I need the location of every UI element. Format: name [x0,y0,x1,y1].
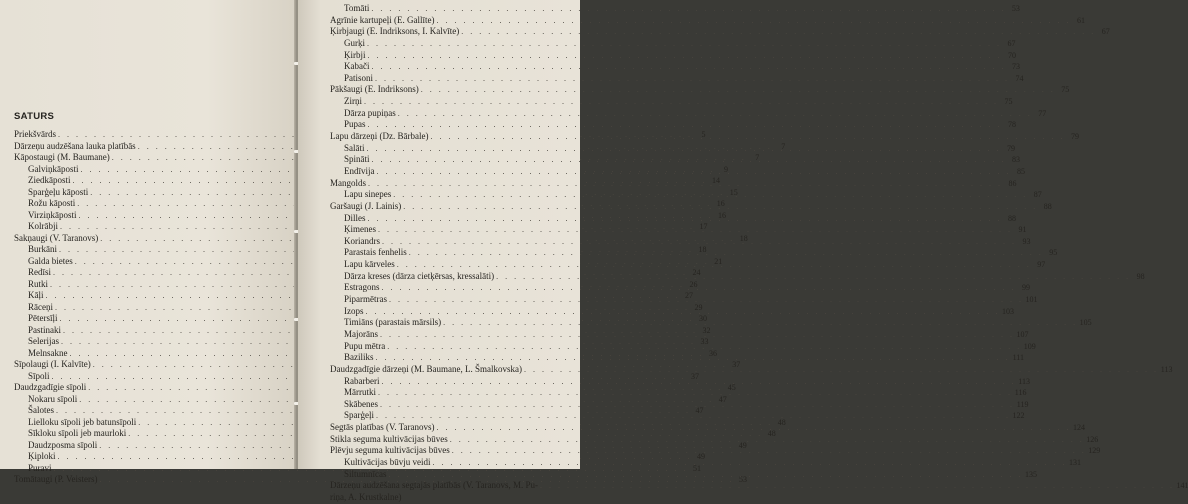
toc-page-number: 77 [1038,108,1047,118]
toc-page-number: 47 [718,394,727,404]
toc-entry-title: Dilles [344,212,366,223]
toc-subentry [330,142,1015,155]
toc-entry-title: Sīkloku sīpoli jeb maurloki [28,428,127,439]
toc-entry-title: Ķirbjaugi (E. Indriksons, I. Kalvīte) [330,26,460,37]
toc-entry-title: Ķirbji [344,49,366,60]
toc-page-number: 103 [1002,306,1014,316]
toc-page-number: 21 [714,256,723,266]
toc-entry-title: Parastais fenhelis [344,247,407,258]
toc-page-number: 27 [685,291,693,301]
dot-leader [409,247,1044,259]
toc-entry-title: Piparmētras [344,294,387,305]
toc-entry-title: Koriandrs [344,235,380,246]
toc-page-number: 24 [692,268,701,278]
toc-entry-title: Agrīnie kartupeļi (E. Gallīte) [330,14,435,25]
dot-leader [377,166,1012,178]
toc-page-number: 14 [712,176,720,186]
dot-leader [378,224,1013,236]
toc-entry-title: Spināti [344,154,370,165]
toc-entry-title: Rabarberi [344,375,380,386]
toc-entry-title: Pākšaugi (E. Indriksons) [330,84,419,95]
toc-entry-title: Dārza kreses (dārza cietķērsas, kressalāti) [344,270,495,281]
dot-leader [421,84,1056,96]
dot-leader [389,294,1024,306]
toc-entry-title: Kultivācijas būvju veidi [344,456,431,467]
toc-page-number: 98 [1136,271,1145,281]
toc-page-number: 129 [1088,446,1101,456]
toc-entry-title: Pastinaki [28,324,61,335]
toc-entry-title: Puravi [28,462,52,473]
toc-entry-title: Sakņaugi (V. Taranovs) [14,232,99,243]
toc-entry-title: Salāti [344,142,365,153]
toc-entry-title: Timiāns (parastais mārsils) [344,317,442,328]
toc-page-number: 16 [717,210,726,220]
toc-entry-title: Selerijas [28,336,59,347]
toc-entry-title: Sparģeļu kāposti [28,186,89,197]
toc-entry-title: Gurķi [344,37,365,48]
dot-leader [368,119,1003,131]
toc-entry-title: Baziliks [344,352,374,363]
toc-entry-title: Kabači [344,61,370,72]
toc-page-number: 124 [1073,423,1086,433]
toc-page-number: 95 [1049,248,1058,258]
toc-entry-title: Dārzeņu audzēšana segtajās platībās (V. Taranovs, M. Pu- [330,480,538,491]
toc-entry-title: Priekšvārds [14,129,56,139]
toc-page-number: 48 [767,429,776,439]
toc-page-number: 107 [1016,329,1029,339]
toc-page-number: 17 [699,222,708,232]
dot-leader [398,108,1033,120]
toc-subentry [330,96,1013,108]
toc-entry-title: Ķiploki [28,451,56,462]
dot-leader [382,282,1017,294]
toc-page-number: 86 [1008,178,1017,188]
toc-page-number: 79 [1007,143,1015,153]
toc-entry-title: Estragons [344,282,380,293]
dot-leader [376,410,1011,422]
toc-entry-title: Rožu kāposti [28,198,76,209]
toc-entry-title: Izops [344,305,364,316]
toc-page-number: 37 [732,360,741,370]
dot-leader [378,387,1013,399]
toc-page-number: 73 [1011,62,1020,72]
toc-entry-title: Daudzgadīgie sīpoli [14,382,87,393]
dot-leader [403,201,1038,213]
dot-leader [436,15,1071,27]
toc-page-number: 36 [709,348,717,358]
toc-page-number: 113 [1160,364,1173,374]
toc-page-number: 51 [693,463,701,473]
toc-subentry [330,119,1017,131]
toc-page-number: 116 [1014,388,1027,398]
toc-page-number: 37 [691,371,700,381]
toc-entry-title: Plēvju seguma kultivācijas būves [330,445,450,456]
toc-page-number: 109 [1023,341,1036,351]
toc-entry-title: Endīvija [344,165,375,176]
toc-entry-title: Sparģeļi [344,410,374,421]
toc-page-number: 61 [1076,15,1085,25]
toc-entry-title: Daudzgadīgie dārzeņi (M. Baumane, L. Šmalkovska) [330,363,522,374]
toc-page-number: 18 [739,233,748,243]
toc-entry-title: Mārrutki [344,387,376,398]
toc-page-number: 83 [1012,155,1021,165]
toc-page-number: 67 [1007,38,1016,48]
toc-page-number: 105 [1079,318,1092,328]
dot-leader [371,61,1006,73]
toc-subentry [330,3,1020,15]
toc-page-number: 53 [1011,4,1020,13]
toc-entry-title: Lapu kārveles [344,259,395,270]
toc-entry-title: Segtās platības (V. Taranovs) [330,422,435,433]
toc-subentry [330,49,1016,62]
dot-leader [393,189,1028,201]
toc-entry-title: Pupu mētra [344,340,386,351]
toc-entry-title: Garšaugi (J. Lainis) [330,200,402,211]
toc-entry-title: Kāpostaugi (M. Baumane) [14,152,110,163]
dot-leader [540,480,1175,492]
toc-entry-title: Tomāti [344,3,370,13]
toc-page-number: 30 [699,314,707,324]
toc-subentry [330,107,1047,120]
toc-entry-title: Ziedkāposti [28,175,71,186]
toc-entry-title: Majorāns [344,328,378,339]
toc-entry-title: Lapu sinepes [344,189,392,200]
toc-entry [330,131,1079,143]
toc-page-number: 135 [1025,469,1037,479]
toc-page-number: 97 [1037,260,1046,270]
toc-page-number: 122 [1012,411,1025,421]
dot-leader [380,329,1015,341]
toc-entry-title: Lielloku sīpoli jeb batunsīpoli [28,416,137,427]
toc-entry-title: Pētersīļi [28,313,58,324]
toc-entry [330,26,1110,38]
toc-page-number: 7 [755,153,760,163]
toc-page-number: 75 [1061,85,1070,95]
toc-entry-title: Melnsakne [28,347,68,358]
toc-page-number: 49 [697,452,706,462]
toc-page-number: 26 [689,279,698,289]
toc-page-number: 85 [1017,166,1025,176]
dot-leader [364,96,999,108]
toc-page-number: 45 [727,383,736,393]
toc-page-number: 48 [777,417,786,427]
toc-page-number: 111 [1012,353,1024,363]
dot-leader [380,399,1015,411]
toc-subentry [330,154,1021,166]
toc-entry [330,84,1070,96]
toc-page-number: 131 [1068,457,1081,467]
toc-entry-title: Redīsi [28,267,52,278]
dot-leader [443,317,1078,329]
toc-page-number: 47 [695,406,704,416]
toc-page-number: 5 [701,130,706,139]
toc-page-number: 141 [1176,481,1188,491]
toc-page-number: 70 [1008,50,1016,60]
toc-entry [330,14,1085,27]
toc-entry-title: Kolrābji [28,221,58,232]
toc-page-number: 16 [716,199,725,209]
toc-page-number: 75 [1004,97,1013,107]
toc-entry-title: Zirņi [344,96,362,107]
toc-entry-title: Galviņkāposti [28,163,79,174]
dot-leader [437,422,1072,434]
dot-leader [368,178,1003,190]
toc-entry-title: Sīpolaugi (I. Kalvīte) [14,359,91,370]
toc-page-number: 9 [724,164,728,174]
toc-page-number: 88 [1008,213,1016,223]
toc-entry-title: Patisoni [344,72,374,83]
toc-page-number: 79 [1070,132,1079,142]
toc-entry-title: Mangolds [330,177,366,188]
toc-entry-title: Kāļi [28,290,44,301]
dot-leader [524,364,1159,376]
toc-entry [330,492,572,504]
toc-page-number: 78 [1008,120,1017,130]
toc-entry-title: Burkāni [28,244,57,255]
dot-leader [450,434,1085,446]
toc-entry-title: Siltumnīcas [344,468,387,479]
dot-leader [496,271,1131,283]
toc-subentry [330,61,1020,73]
dot-leader [381,376,1016,388]
toc-entry-title: Sīpoli [28,370,50,381]
toc-page-number: 29 [694,302,703,312]
dot-leader [375,73,1010,85]
contents-heading: SATURS [14,111,55,122]
dot-leader [368,50,1003,62]
toc-entry-title: Virziņkāposti [28,209,77,220]
dot-leader [461,26,1096,38]
toc-page-number: 93 [1022,236,1031,246]
toc-entry-title: Rāceņi [28,301,53,312]
toc-entry-title: Lapu dārzeņi (Dz. Bārbale) [330,131,429,142]
dot-leader [376,352,1011,364]
dot-leader [430,131,1065,143]
toc-entry-title: Ķimenes [344,224,376,235]
dot-leader [389,469,1024,481]
toc-entry-title: Tomātaugi (P. Veisters) [14,474,98,485]
dot-leader [372,154,1007,166]
toc-page-number: 87 [1033,190,1042,200]
toc-page-number: 126 [1086,434,1099,444]
toc-page-number: 119 [1016,399,1029,409]
toc-page-number: 91 [1018,225,1027,235]
toc-page-number: 67 [1101,27,1110,37]
toc-entry-title: Dārza pupiņas [344,107,396,118]
toc-page-number: 88 [1043,201,1052,211]
toc-entry-title: Nokaru sīpoli [28,393,78,404]
toc-entry-title: Dārzeņu audzēšana lauka platībās [14,140,136,151]
dot-leader [367,143,1002,155]
toc-page-number: 99 [1022,283,1030,293]
toc-entry-title: Šalotes [28,405,54,416]
toc-subentry [330,72,1024,85]
toc-page-number: 101 [1025,295,1038,305]
toc-page-number: 53 [738,475,747,485]
toc-entry-title: Rutki [28,278,49,289]
toc-subentry [330,37,1016,50]
toc-entry-title: Stikla seguma kultivācijas būves [330,433,448,444]
dot-leader [387,341,1022,353]
dot-leader [368,213,1003,225]
toc-page-number: 18 [698,245,707,255]
dot-leader [382,236,1017,248]
toc-page-number: 113 [1018,376,1030,386]
toc-entry-title: riņa, A. Krustkalne) [330,491,402,502]
toc-page-number: 7 [781,141,786,151]
dot-leader [366,306,1001,318]
dot-leader [397,259,1032,271]
toc-page-number: 49 [738,440,747,450]
toc-entry-title: Pupas [344,119,366,130]
toc-subentry [330,165,1025,178]
toc-page-number: 15 [729,187,738,197]
toc-entry-title: Daudzposma sīpoli [28,439,98,450]
toc-page-number: 74 [1015,73,1024,83]
dot-leader [452,445,1087,457]
dot-leader [371,3,1006,15]
toc-entry-title: Galda bietes [28,255,73,266]
toc-entry-title: Skābenes [344,398,378,409]
toc-page-number: 32 [702,325,711,335]
toc-page-number: 33 [700,337,709,347]
dot-leader [367,38,1002,50]
dot-leader [432,457,1067,469]
